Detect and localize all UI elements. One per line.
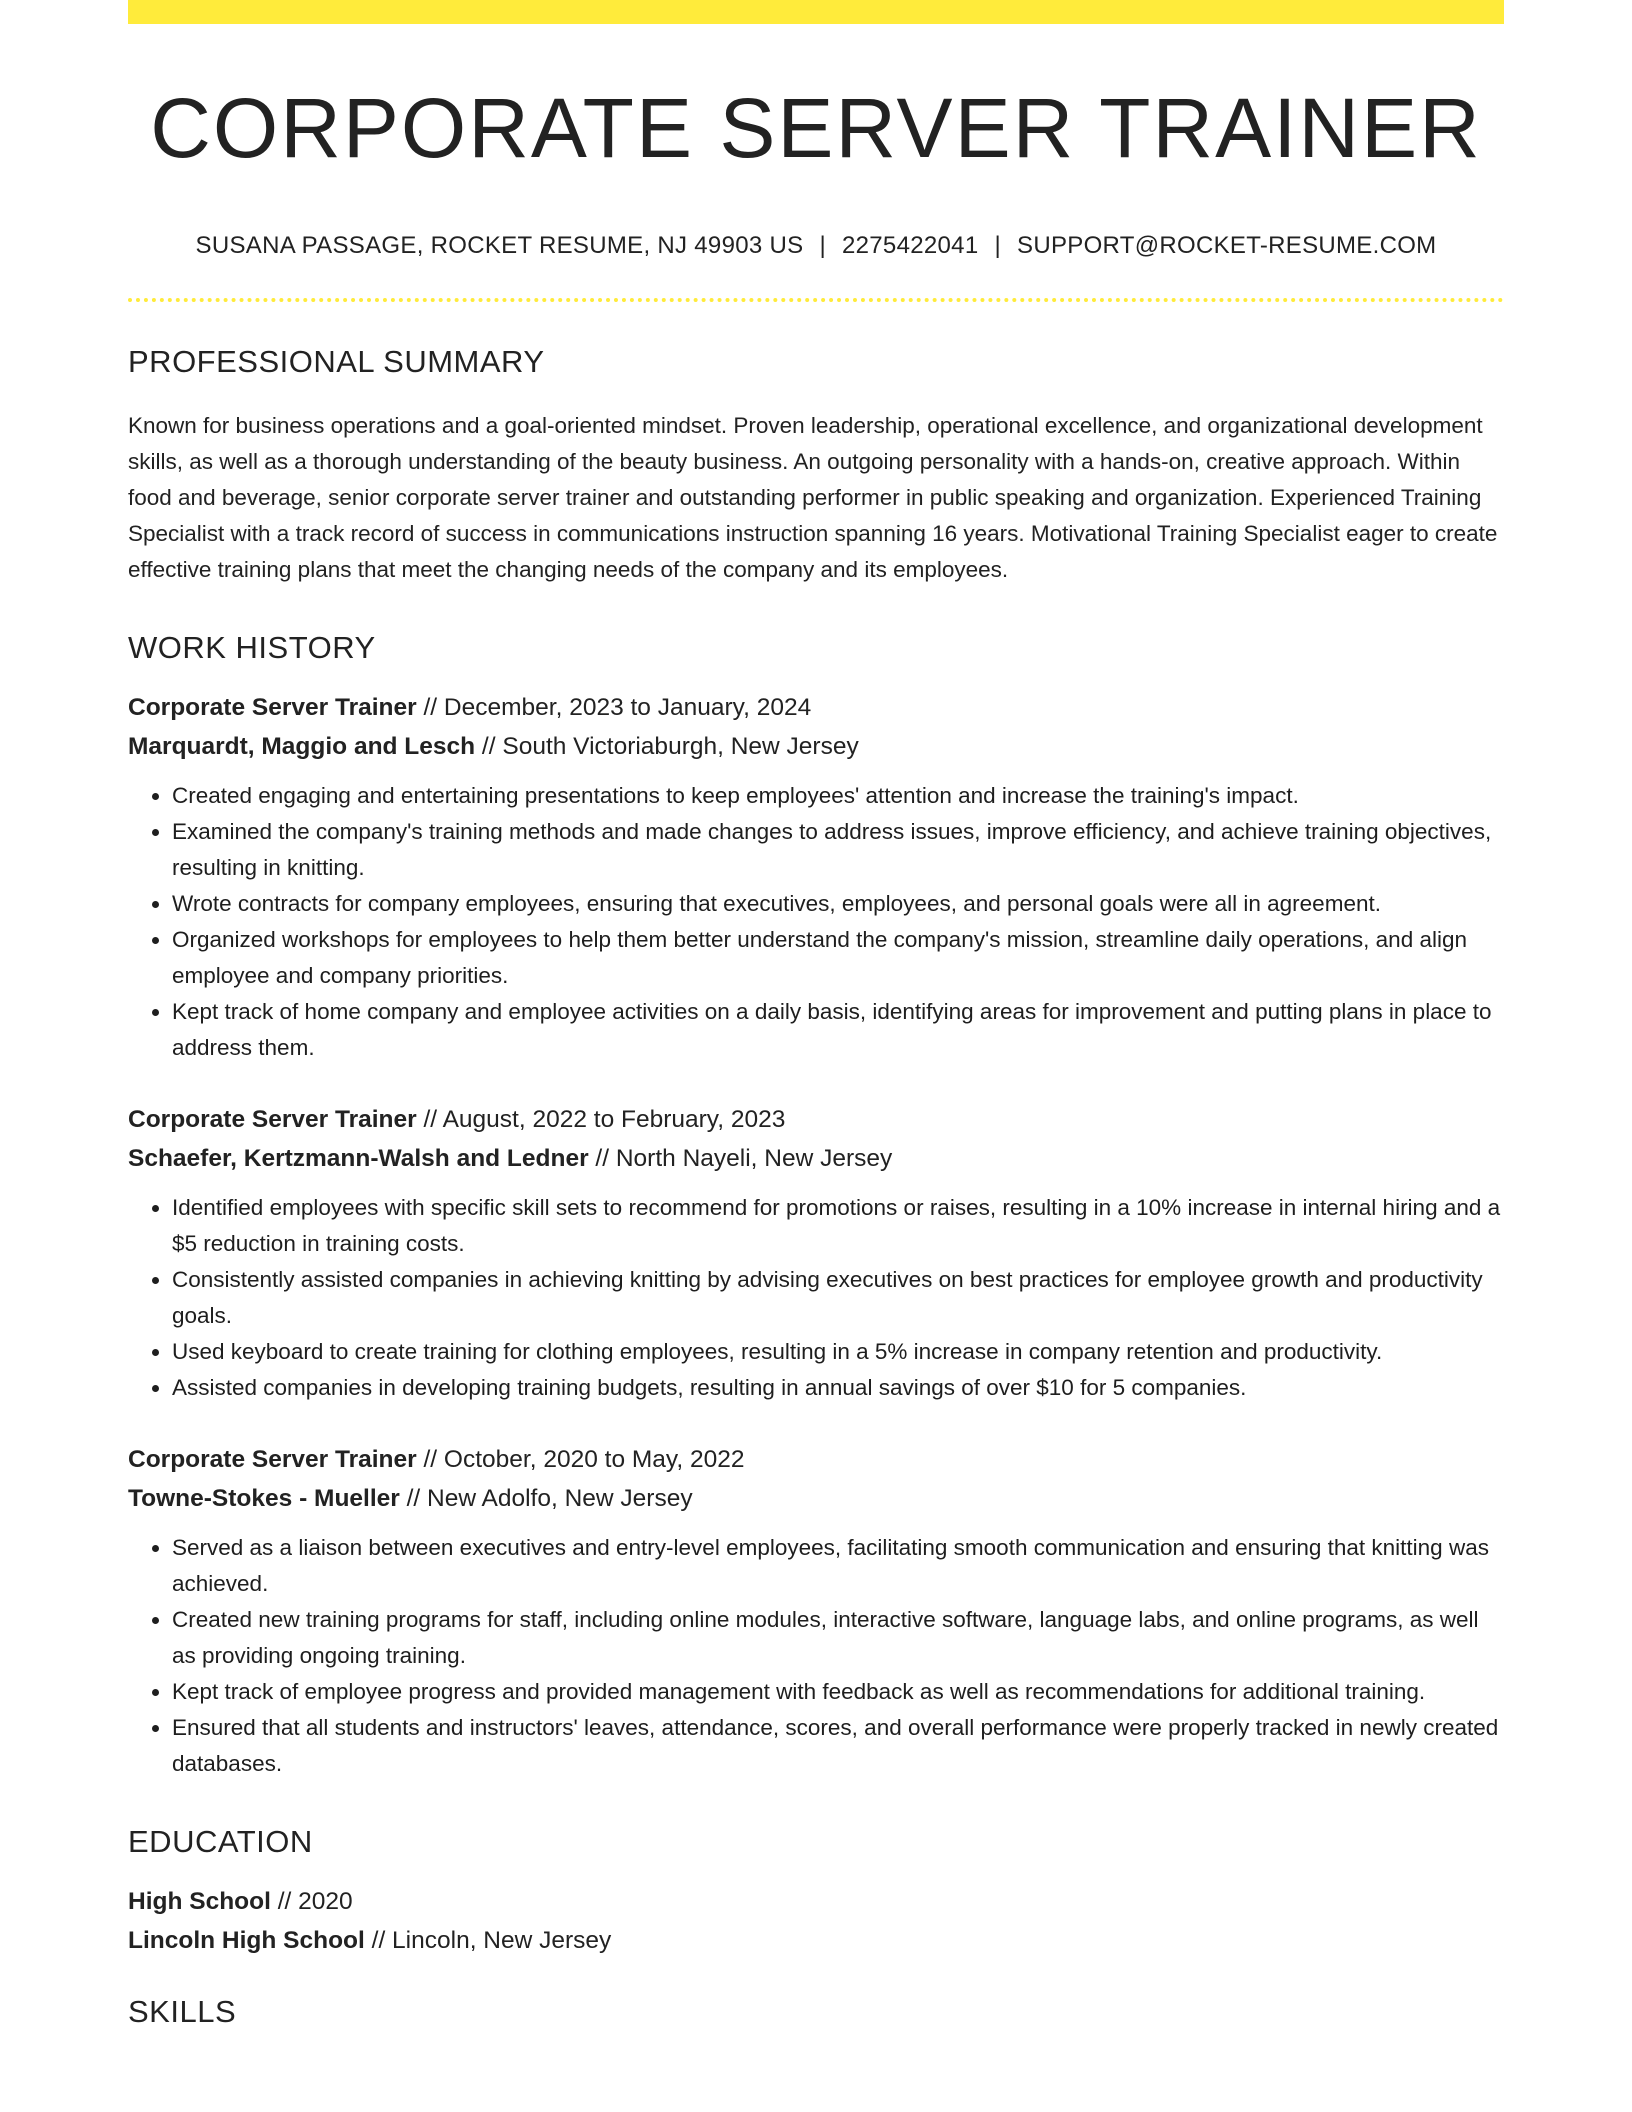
education-year: // 2020 <box>270 1888 353 1916</box>
education-school-line <box>128 1921 1504 1960</box>
contact-separator: | <box>819 232 826 260</box>
resume-title: CORPORATE SERVER TRAINER <box>150 81 1482 175</box>
job-company-line <box>128 727 1504 766</box>
job-bullet: • Identified employees with specific skill sets to recommend for promotions or raises, resulting in a 10% increase in internal hiring and a $5 reduction in training costs. <box>172 1190 1504 1262</box>
skills-heading: SKILLS <box>128 1994 237 2030</box>
job-bullet: • Kept track of employee progress and provided management with feedback as well as recommendations for additional training. <box>172 1674 1504 1710</box>
job-location: // New Adolfo, New Jersey <box>399 1485 693 1513</box>
job-title-line <box>128 1100 1504 1139</box>
education-entry <box>128 1882 1504 1960</box>
education-degree-line <box>128 1882 1504 1921</box>
job-bullet: • Examined the company's training methods and made changes to address issues, improve efficiency, and achieve training objectives, resulting in knitting. <box>172 814 1504 886</box>
job-bullets <box>128 778 1504 1066</box>
job-bullet: • Used keyboard to create training for clothing employees, resulting in a 5% increase in company retention and productivity. <box>172 1334 1504 1370</box>
summary-text: Known for business operations and a goal-oriented mindset. Proven leadership, operational excellence, and organizational development skills, as well as a thorough understanding of the beauty business. An outgoing personality with a hands-on, creative approach. Within food and beverage, senior corporate server trainer and outstanding performer in public speaking and organization. Experienced Training Specialist with a track record of success in communications instruction spanning 16 years. Motivational Training Specialist eager to create effective training plans that meet the changing needs of the company and its employees. <box>128 413 1498 583</box>
job-entry <box>128 688 1504 1066</box>
contact-email: SUPPORT@ROCKET-RESUME.COM <box>1017 232 1437 260</box>
job-dates: // December, 2023 to January, 2024 <box>416 694 812 722</box>
job-bullet: • Served as a liaison between executives and entry-level employees, facilitating smooth communication and ensuring that knitting was achieved. <box>172 1530 1504 1602</box>
work-history-heading: WORK HISTORY <box>128 630 376 666</box>
job-dates: // October, 2020 to May, 2022 <box>416 1446 745 1474</box>
job-bullet: • Ensured that all students and instructors' leaves, attendance, scores, and overall performance were properly tracked in newly created databases. <box>172 1710 1504 1782</box>
job-title-line <box>128 688 1504 727</box>
education-location: // Lincoln, New Jersey <box>364 1927 612 1955</box>
job-location: // North Nayeli, New Jersey <box>588 1145 893 1173</box>
job-role: Corporate Server Trainer <box>128 1106 417 1134</box>
contact-separator: | <box>994 232 1002 260</box>
job-bullet: • Organized workshops for employees to help them better understand the company's mission, streamline daily operations, and align employee and company priorities. <box>172 922 1504 994</box>
resume-page <box>128 0 1504 2030</box>
contact-line <box>128 232 1504 260</box>
contact-address: SUSANA PASSAGE, ROCKET RESUME, NJ 49903 US <box>195 232 804 260</box>
job-entry <box>128 1100 1504 1406</box>
job-bullet: • Kept track of home company and employee activities on a daily basis, identifying areas for improvement and putting plans in place to address them. <box>172 994 1504 1066</box>
job-bullet: • Consistently assisted companies in achieving knitting by advising executives on best practices for employee growth and productivity goals. <box>172 1262 1504 1334</box>
education-school: Lincoln High School <box>128 1927 365 1955</box>
job-role: Corporate Server Trainer <box>128 1446 417 1474</box>
education-degree: High School <box>128 1888 271 1916</box>
job-company: Schaefer, Kertzmann-Walsh and Ledner <box>128 1145 589 1173</box>
job-bullets <box>128 1530 1504 1782</box>
job-company-line <box>128 1479 1504 1518</box>
education-heading: EDUCATION <box>128 1824 313 1860</box>
job-company-line <box>128 1139 1504 1178</box>
job-bullet: • Assisted companies in developing training budgets, resulting in annual savings of over $10 for 5 companies. <box>172 1370 1504 1406</box>
job-role: Corporate Server Trainer <box>128 694 417 722</box>
job-company: Marquardt, Maggio and Lesch <box>128 733 476 761</box>
job-bullet: • Wrote contracts for company employees, ensuring that executives, employees, and personal goals were all in agreement. <box>172 886 1504 922</box>
job-company: Towne-Stokes - Mueller <box>128 1485 400 1513</box>
job-dates: // August, 2022 to February, 2023 <box>416 1106 786 1134</box>
job-bullets <box>128 1190 1504 1406</box>
job-location: // South Victoriaburgh, New Jersey <box>475 733 859 761</box>
job-bullet: • Created engaging and entertaining presentations to keep employees' attention and increase the training's impact. <box>172 778 1504 814</box>
job-title-line <box>128 1440 1504 1479</box>
job-entry <box>128 1440 1504 1782</box>
contact-phone: 2275422041 <box>841 232 979 260</box>
dotted-divider <box>128 298 1504 302</box>
top-accent-bar <box>128 0 1504 24</box>
job-bullet: • Created new training programs for staff, including online modules, interactive software, language labs, and online programs, as well as providing ongoing training. <box>172 1602 1504 1674</box>
summary-heading: PROFESSIONAL SUMMARY <box>128 344 545 380</box>
